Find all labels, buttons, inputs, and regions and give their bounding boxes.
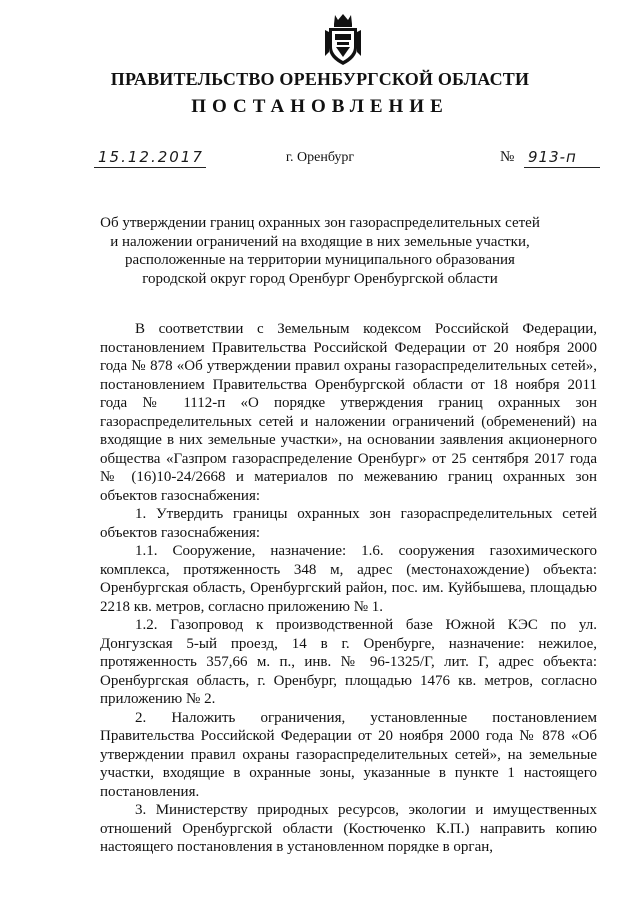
document-subject bbox=[60, 214, 580, 288]
date-underline bbox=[94, 167, 206, 168]
government-title: ПРАВИТЕЛЬСТВО ОРЕНБУРГСКОЙ ОБЛАСТИ bbox=[110, 69, 530, 89]
number-underline bbox=[524, 167, 600, 168]
item-3-paragraph: 3. Министерству природных ресурсов, экологии и имущественных отношений Оренбургской области (Костюченко К.П.) направить копию настоящего постановления в установленном порядке в орган, bbox=[100, 802, 597, 855]
subject-line: и наложении ограничений на входящие в них земельные участки, bbox=[110, 233, 530, 250]
document-body bbox=[100, 320, 597, 857]
handwritten-number: 913-п bbox=[528, 148, 577, 166]
document-type-title: ПОСТАНОВЛЕНИЕ bbox=[191, 96, 449, 117]
subject-line: городской округ город Оренбург Оренбургской области bbox=[142, 270, 498, 287]
preamble-paragraph: В соответствии с Земельным кодексом Российской Федерации, постановлением Правительства Российской Федерации от 20 ноября 2000 года № 878 «Об утверждении правил охраны газораспределительных сетей», постановлением Правительства Оренбургской области от 18 ноября 2011 года № 1112-п «О порядке утверждения границ охранных зон газораспределительных сетей и наложении ограничений (обременений) на входящие в них земельные участки», на основании заявления акционерного общества «Газпром газораспределение Оренбург» от 25 сентября 2017 года № (16)10-24/2668 и материалов по межеванию границ охранных зон объектов газоснабжения: bbox=[100, 321, 597, 504]
coat-of-arms-icon bbox=[323, 12, 363, 68]
item-1-2-paragraph: 1.2. Газопровод к производственной базе Южной КЭС по ул. Донгузская 5-ый проезд, 14 в г. Оренбурге, назначение: нежилое, протяженность 357,66 м. п., инв. № 96-1325/Г, лит. Г, адрес объекта: Оренбургская область, г. Оренбург, площадью 1476 кв. метров, согласно приложению № 2. bbox=[100, 617, 597, 707]
item-1-1-paragraph: 1.1. Сооружение, назначение: 1.6. сооружения газохимического комплекса, протяженность 348 м, адрес (местонахождение) объекта: Оренбургская область, Оренбургский район, пос. им. Куйбышева, площадью 2218 кв. метров, согласно приложению № 1. bbox=[100, 543, 597, 615]
handwritten-date: 15.12.2017 bbox=[98, 148, 204, 166]
document-number bbox=[500, 148, 600, 170]
item-2-paragraph: 2. Наложить ограничения, установленные постановлением Правительства Российской Федерации от 20 ноября 2000 года № 878 «Об утверждении правил охраны газораспределительных сетей», на земельные участки, входящие в охранные зоны, указанные в пункте 1 настоящего постановления. bbox=[100, 709, 597, 800]
item-1-paragraph: 1. Утвердить границы охранных зон газораспределительных сетей объектов газоснабжения: bbox=[100, 506, 597, 541]
number-sign: № bbox=[500, 149, 515, 165]
subject-line: Об утверждении границ охранных зон газораспределительных сетей bbox=[100, 215, 540, 231]
subject-line: расположенные на территории муниципального образования bbox=[125, 252, 515, 269]
document-city: г. Оренбург bbox=[285, 150, 355, 165]
